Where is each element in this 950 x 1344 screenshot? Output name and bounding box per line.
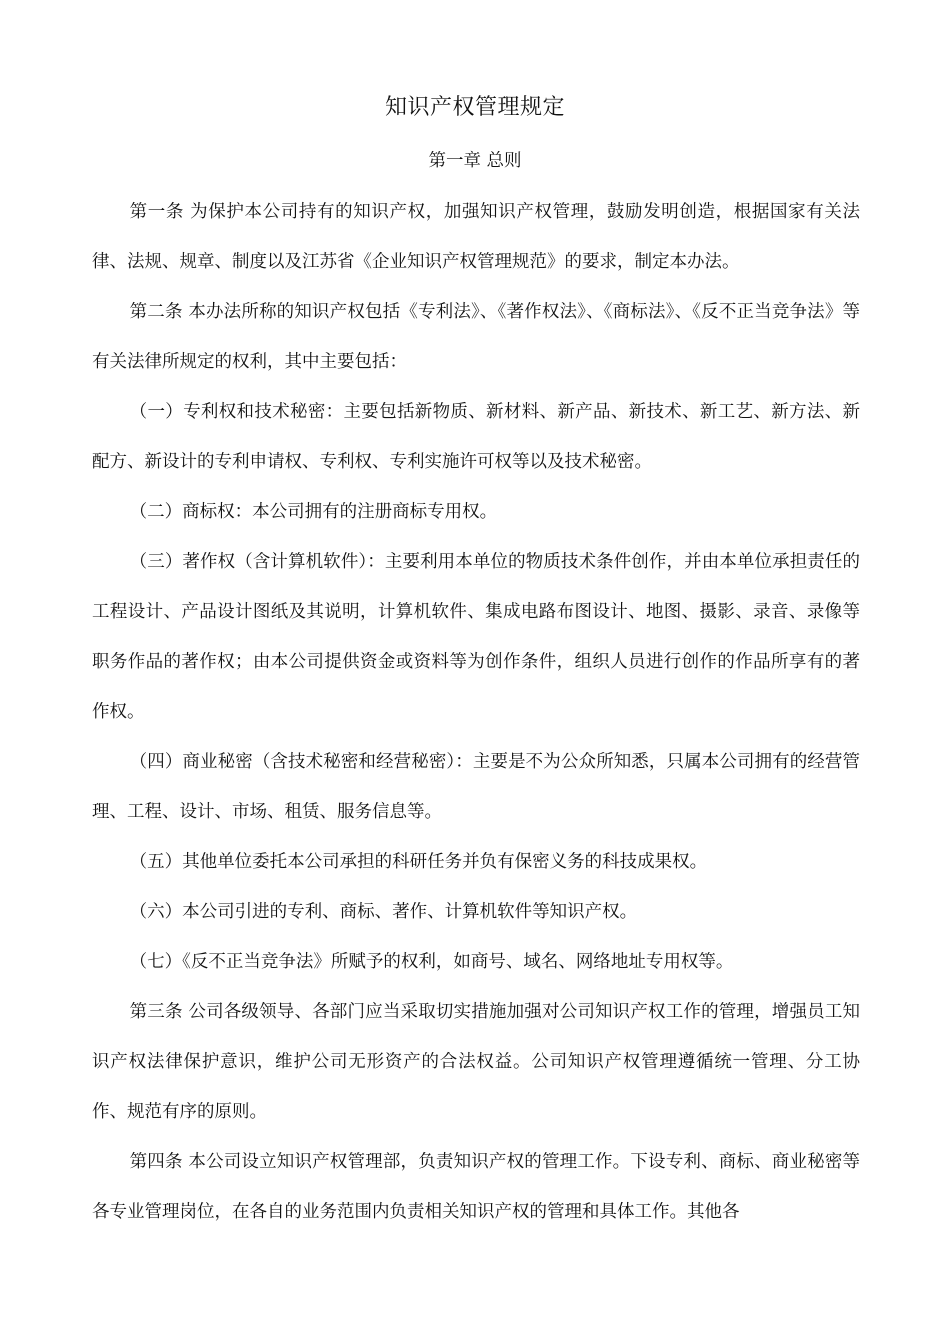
- article-2-paragraph: 第二条 本办法所称的知识产权包括《专利法》、《著作权法》、《商标法》、《反不正当竞争法》等有关法律所规定的权利，其中主要包括：: [92, 302, 860, 372]
- clause-1-paragraph: （一）专利权和技术秘密：主要包括新物质、新材料、新产品、新技术、新工艺、新方法、新配方、新设计的专利申请权、专利权、专利实施许可权等以及技术秘密。: [92, 402, 860, 472]
- document-title: 知识产权管理规定: [384, 95, 565, 120]
- clause-7-paragraph: （七）《反不正当竞争法》所赋予的权利，如商号、域名、网络地址专用权等。: [129, 952, 734, 972]
- article-4-paragraph: 第四条 本公司设立知识产权管理部，负责知识产权的管理工作。下设专利、商标、商业秘密等各专业管理岗位，在各自的业务范围内负责相关知识产权的管理和具体工作。其他各: [92, 1152, 860, 1222]
- clause-3-paragraph: （三）著作权（含计算机软件）：主要利用本单位的物质技术条件创作，并由本单位承担责任的工程设计、产品设计图纸及其说明，计算机软件、集成电路布图设计、地图、摄影、录音、录像等职务作品的著作权；由本公司提供资金或资料等为创作条件，组织人员进行创作的作品所享有的著作权。: [92, 552, 860, 722]
- clause-5-paragraph: （五）其他单位委托本公司承担的科研任务并负有保密义务的科技成果权。: [129, 852, 708, 872]
- clause-4-paragraph: （四）商业秘密（含技术秘密和经营秘密）：主要是不为公众所知悉，只属本公司拥有的经营管理、工程、设计、市场、租赁、服务信息等。: [92, 752, 860, 822]
- article-1-paragraph: 第一条 为保护本公司持有的知识产权，加强知识产权管理，鼓励发明创造，根据国家有关法律、法规、规章、制度以及江苏省《企业知识产权管理规范》的要求，制定本办法。: [92, 202, 860, 272]
- document-body: [92, 187, 860, 1237]
- chapter-heading: 第一章 总则: [428, 151, 522, 171]
- clause-6-paragraph: （六）本公司引进的专利、商标、著作、计算机软件等知识产权。: [129, 902, 638, 922]
- article-3-paragraph: 第三条 公司各级领导、各部门应当采取切实措施加强对公司知识产权工作的管理，增强员工知识产权法律保护意识，维护公司无形资产的合法权益。公司知识产权管理遵循统一管理、分工协作、规范有序的原则。: [92, 1002, 860, 1122]
- clause-2-paragraph: （二）商标权：本公司拥有的注册商标专用权。: [129, 502, 498, 522]
